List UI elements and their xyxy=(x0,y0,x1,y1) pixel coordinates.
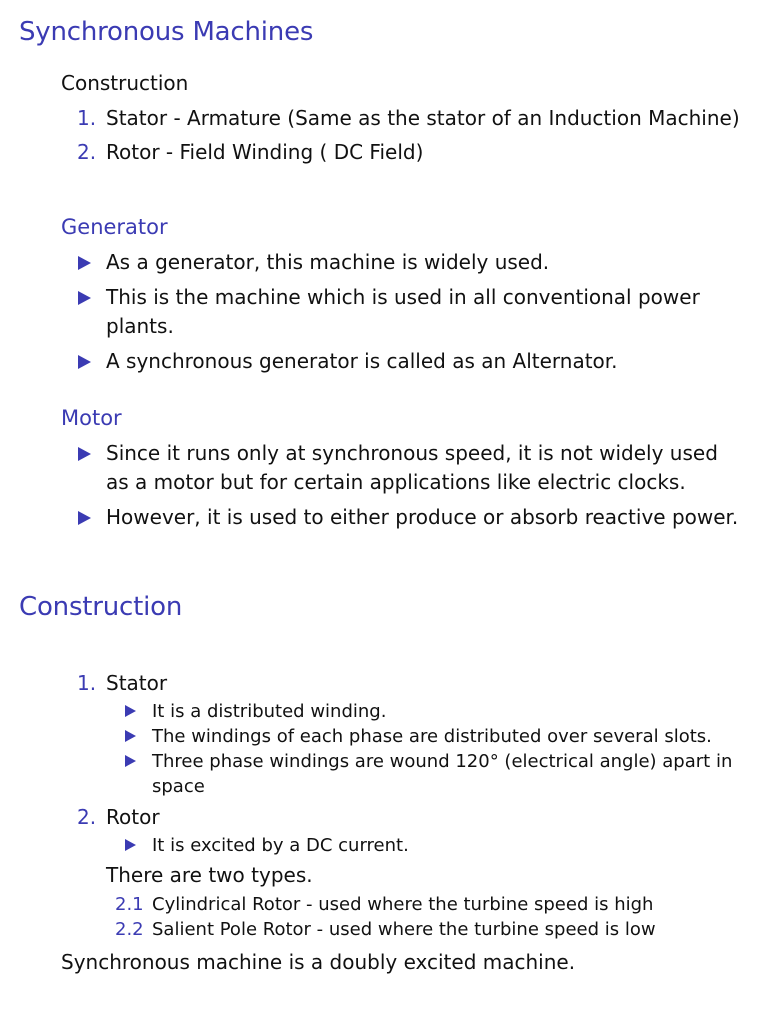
item-text: A synchronous generator is called as an Alternator. xyxy=(106,349,618,373)
bullet-triangle-icon xyxy=(78,511,91,525)
bullet-triangle-icon xyxy=(125,705,136,717)
slide-title: Synchronous Machines xyxy=(19,17,314,47)
item-text: As a generator, this machine is widely used. xyxy=(106,250,550,274)
bullet-triangle-icon xyxy=(78,355,91,369)
generator-heading: Generator xyxy=(61,215,168,239)
item-text: Salient Pole Rotor - used where the turbine speed is low xyxy=(152,919,656,940)
list-item xyxy=(61,503,741,532)
item-text: Three phase windings are wound 120° (electrical angle) apart in space xyxy=(152,751,733,797)
generator-section xyxy=(61,213,741,376)
list-item xyxy=(61,917,741,942)
item-number: 2.2 xyxy=(115,919,144,940)
item-label: Rotor xyxy=(106,805,160,829)
list-item xyxy=(106,724,741,749)
bullet-triangle-icon xyxy=(125,730,136,742)
bullet-triangle-icon xyxy=(125,839,136,851)
construction-detail-list xyxy=(61,669,741,942)
list-item xyxy=(106,833,741,858)
section-heading: Construction xyxy=(61,71,189,95)
list-item xyxy=(61,138,741,167)
list-item xyxy=(61,439,741,497)
item-text: Rotor - Field Winding ( DC Field) xyxy=(106,140,424,164)
item-number: 2.1 xyxy=(115,894,144,915)
item-text: Stator - Armature (Same as the stator of an Induction Machine) xyxy=(106,106,740,130)
list-item xyxy=(61,248,741,277)
bullet-triangle-icon xyxy=(78,256,91,270)
bullet-triangle-icon xyxy=(125,755,136,767)
item-number: 1. xyxy=(77,106,97,130)
item-text: Since it runs only at synchronous speed, it is not widely used as a motor but for certain applications like electric clocks. xyxy=(106,441,718,494)
rotor-types-intro: There are two types. xyxy=(106,863,313,887)
list-item xyxy=(106,749,741,799)
stator-bullets xyxy=(106,699,741,799)
item-label: Stator xyxy=(106,671,168,695)
construction-list xyxy=(61,104,741,167)
item-number: 1. xyxy=(77,671,97,695)
item-text: The windings of each phase are distributed over several slots. xyxy=(152,726,712,747)
rotor-bullets xyxy=(106,833,741,858)
item-text: Cylindrical Rotor - used where the turbine speed is high xyxy=(152,894,654,915)
item-text: However, it is used to either produce or absorb reactive power. xyxy=(106,505,739,529)
conclusion-text: Synchronous machine is a doubly excited machine. xyxy=(61,950,576,974)
motor-heading: Motor xyxy=(61,406,122,430)
item-text: It is a distributed winding. xyxy=(152,701,387,722)
construction-section xyxy=(61,69,741,167)
item-text: This is the machine which is used in all conventional power plants. xyxy=(106,285,700,338)
motor-section xyxy=(61,404,741,532)
item-text: It is excited by a DC current. xyxy=(152,835,409,856)
construction-detail xyxy=(61,669,741,977)
bullet-triangle-icon xyxy=(78,291,91,305)
list-item xyxy=(61,104,741,133)
list-item xyxy=(106,699,741,724)
bullet-triangle-icon xyxy=(78,447,91,461)
slide-title: Construction xyxy=(19,592,183,622)
motor-bullets xyxy=(61,439,741,532)
list-item xyxy=(61,347,741,376)
list-item-stator xyxy=(61,669,741,799)
list-item xyxy=(61,892,741,917)
item-number: 2. xyxy=(77,140,97,164)
item-number: 2. xyxy=(77,805,97,829)
rotor-types-list xyxy=(61,892,741,942)
generator-bullets xyxy=(61,248,741,376)
list-item-rotor xyxy=(61,803,741,942)
list-item xyxy=(61,283,741,341)
